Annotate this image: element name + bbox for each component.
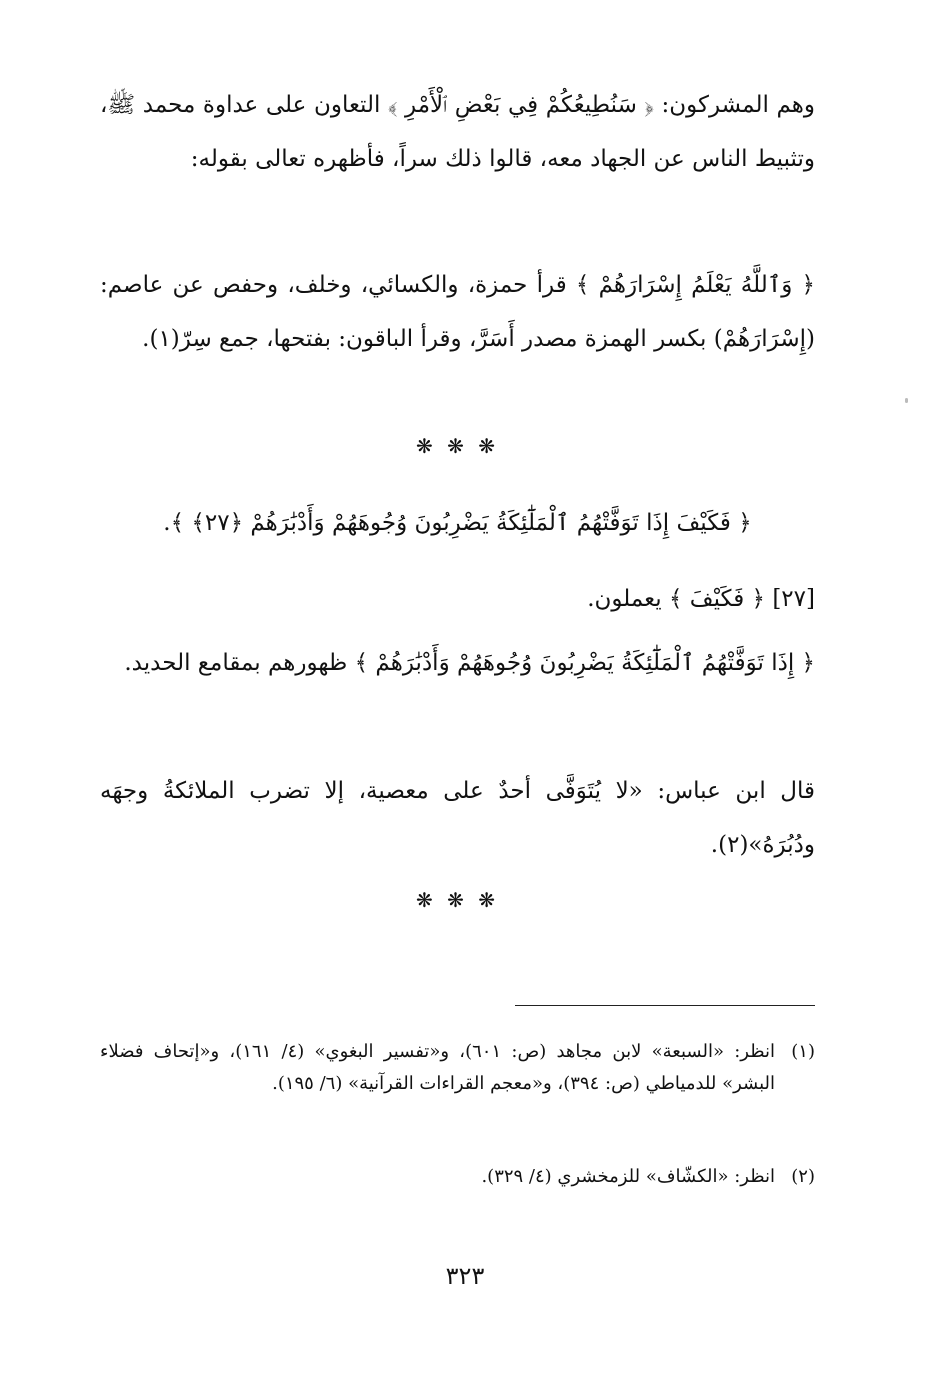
- paragraph-mushrikun: وهم المشركون: ﴿ سَنُطِيعُكُمْ فِي بَعْضِ ٱلْأَمْرِ ﴾ التعاون على عداوة محمد ﷺ، وتثبيط الناس عن الجهاد معه، قالوا ذلك سراً، فأظهره تعالى بقوله:: [100, 92, 815, 172]
- scan-speck: [905, 398, 908, 403]
- footnote-2: [100, 1161, 815, 1193]
- paragraph-ibn-abbas: قال ابن عباس: «لا يُتَوَفَّى أحدٌ على معصية، إلا تضرب الملائكةُ وجهَه ودُبُرَهُ»(٢).: [100, 778, 815, 858]
- section-separator: ❋ ❋ ❋: [416, 434, 499, 458]
- page-number: ٣٢٣: [445, 1262, 485, 1290]
- footnote-1: [100, 1036, 815, 1100]
- paragraph-hadid: ﴿ إِذَا تَوَفَّتْهُمُ ٱلْمَلَٰٓئِكَةُ يَضْرِبُونَ وُجُوهَهُمْ وَأَدْبَٰرَهُمْ ﴾ ظهورهم بمقامع الحديد.: [124, 650, 815, 676]
- verse-27-commentary: [٢٧] ﴿ فَكَيْفَ ﴾ يعملون.: [587, 586, 815, 612]
- footnote-number: (١): [791, 1041, 815, 1062]
- footnote-text: انظر: «السبعة» لابن مجاهد (ص: ٦٠١)، و«تفسير البغوي» (٤/ ١٦١)، و«إتحاف فضلاء البشر» للدمياطي (ص: ٣٩٤)، و«معجم القراءات القرآنية» (٦/ ١٩٥).: [100, 1041, 776, 1094]
- paragraph-israrahum-reading: ﴿ وَٱللَّهُ يَعْلَمُ إِسْرَارَهُمْ ﴾ قرأ حمزة، والكسائي، وخلف، وحفص عن عاصم: (إِسْرَارَهُمْ) بكسر الهمزة مصدر أَسَرَّ، وقرأ الباقون: بفتحها، جمع سِرّ(١).: [100, 272, 815, 352]
- footnote-text: انظر: «الكشّاف» للزمخشري (٤/ ٣٢٩).: [481, 1166, 775, 1187]
- quran-verse-27: ﴿ فَكَيْفَ إِذَا تَوَفَّتْهُمُ ٱلْمَلَٰٓئِكَةُ يَضْرِبُونَ وُجُوهَهُمْ وَأَدْبَٰرَهُمْ ﴿٢٧﴾ ﴾.: [163, 510, 752, 536]
- section-separator: ❋ ❋ ❋: [416, 888, 499, 912]
- footnote-rule: [515, 1005, 815, 1006]
- footnote-number: (٢): [791, 1166, 815, 1187]
